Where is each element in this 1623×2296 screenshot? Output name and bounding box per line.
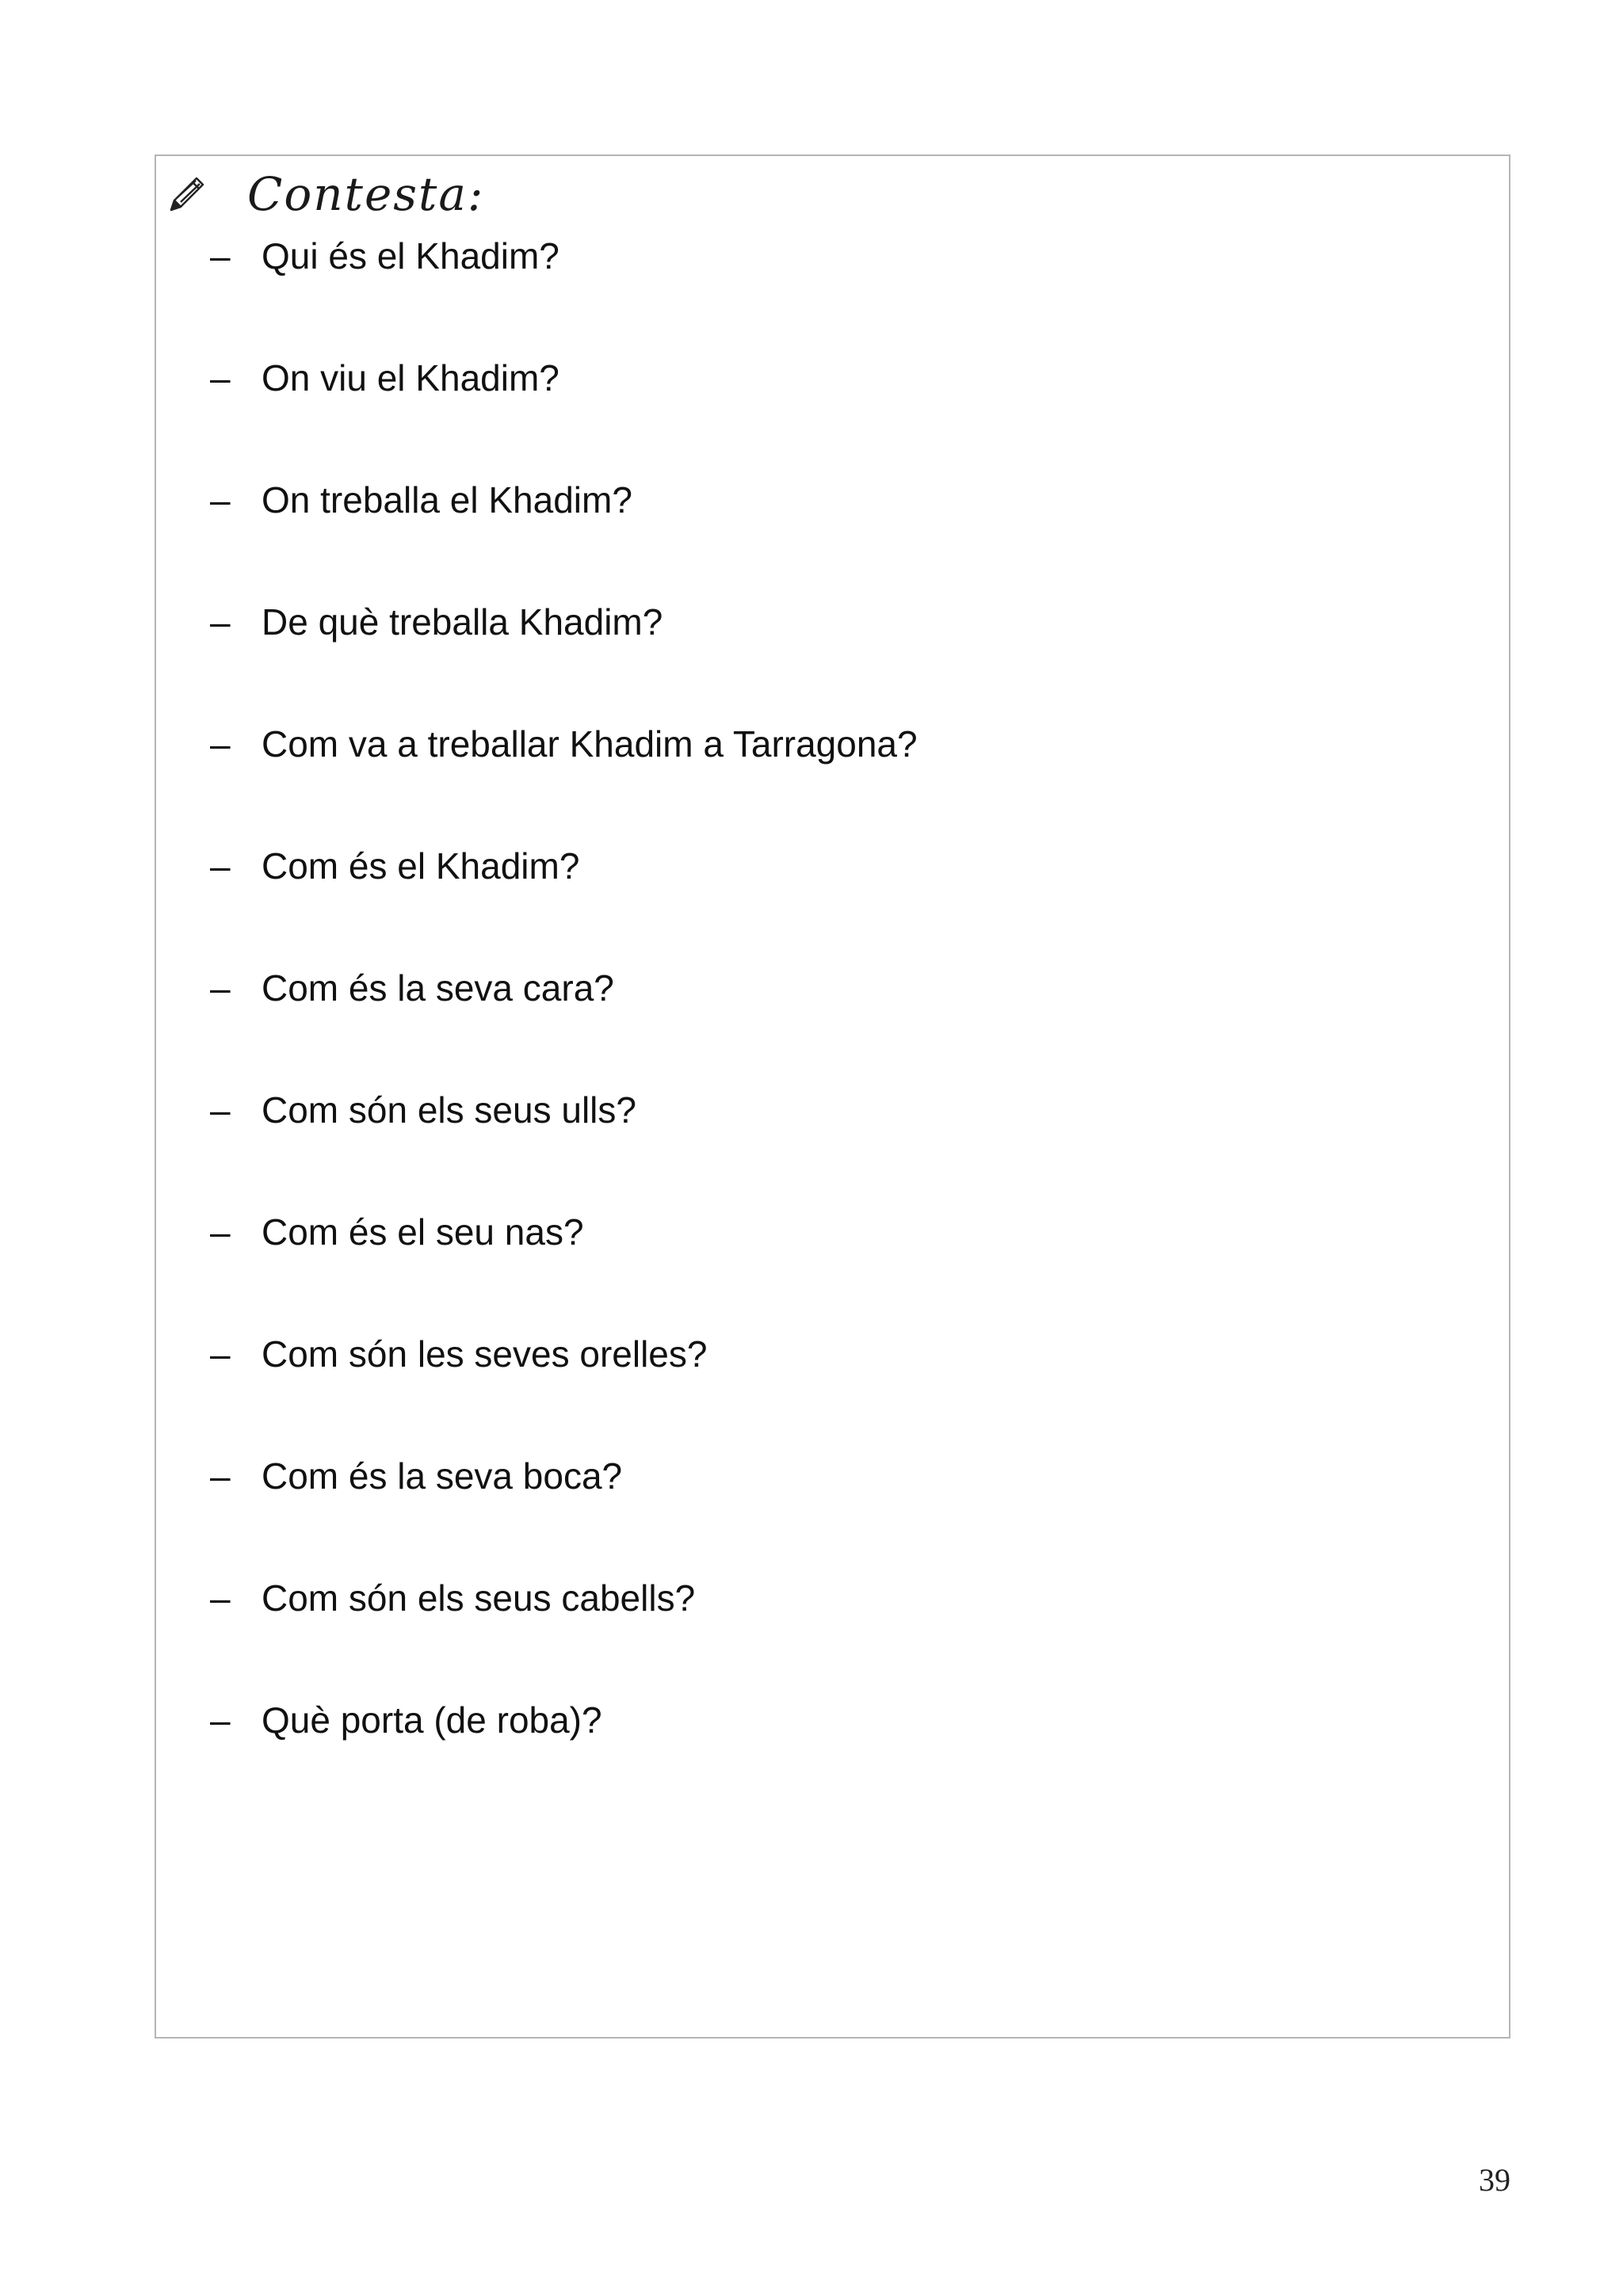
dash-bullet: – xyxy=(210,845,231,887)
question-text: Com és el Khadim? xyxy=(262,845,580,887)
dash-bullet: – xyxy=(210,479,231,521)
question-text: De què treballa Khadim? xyxy=(262,601,663,643)
dash-bullet: – xyxy=(210,1089,231,1131)
dash-bullet: – xyxy=(210,601,231,643)
question-text: Com són els seus cabells? xyxy=(262,1577,696,1619)
question-item xyxy=(210,838,918,960)
question-item xyxy=(210,1204,918,1326)
question-text: Com són les seves orelles? xyxy=(262,1333,708,1375)
exercise-heading: Contesta: xyxy=(247,167,485,221)
dash-bullet: – xyxy=(210,1699,231,1741)
question-item xyxy=(210,1448,918,1570)
question-item xyxy=(210,960,918,1082)
page-number: 39 xyxy=(1479,2162,1510,2198)
question-item xyxy=(210,1692,918,1814)
question-item xyxy=(210,594,918,716)
question-text: Com és la seva cara? xyxy=(262,967,614,1009)
question-text: On treballa el Khadim? xyxy=(262,479,632,521)
question-text: Què porta (de roba)? xyxy=(262,1699,602,1741)
dash-bullet: – xyxy=(210,1455,231,1497)
question-text: Com va a treballar Khadim a Tarragona? xyxy=(262,723,918,765)
question-list xyxy=(210,228,918,1814)
question-item xyxy=(210,228,918,350)
question-item xyxy=(210,1082,918,1204)
exercise-header xyxy=(166,162,484,226)
question-text: Com són els seus ulls? xyxy=(262,1089,636,1131)
dash-bullet: – xyxy=(210,235,231,277)
question-text: Qui és el Khadim? xyxy=(262,235,559,277)
question-item xyxy=(210,350,918,472)
dash-bullet: – xyxy=(210,1211,231,1253)
dash-bullet: – xyxy=(210,1577,231,1619)
question-text: Com és la seva boca? xyxy=(262,1455,623,1497)
dash-bullet: – xyxy=(210,1333,231,1375)
question-item xyxy=(210,1570,918,1692)
dash-bullet: – xyxy=(210,967,231,1009)
dash-bullet: – xyxy=(210,723,231,765)
pencil-icon xyxy=(166,174,208,215)
dash-bullet: – xyxy=(210,357,231,399)
question-item xyxy=(210,716,918,838)
question-text: Com és el seu nas? xyxy=(262,1211,584,1253)
question-item xyxy=(210,472,918,594)
question-text: On viu el Khadim? xyxy=(262,357,559,399)
question-item xyxy=(210,1326,918,1448)
